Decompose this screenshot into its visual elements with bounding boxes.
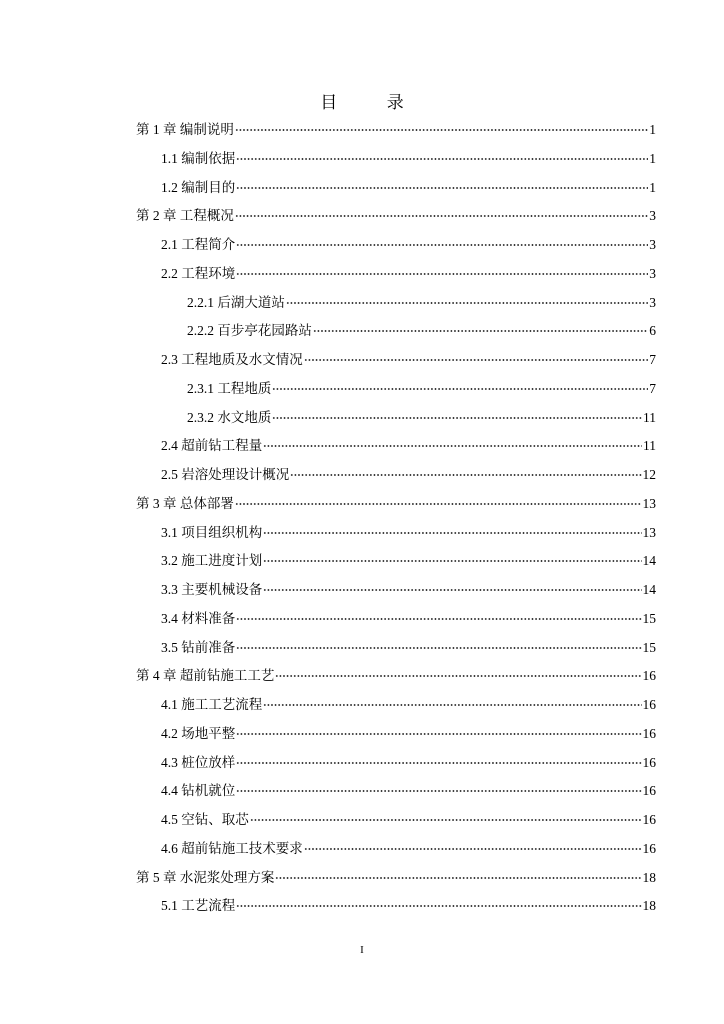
toc-entry-label: 2.3.1 工程地质 bbox=[187, 380, 272, 396]
dot-leader bbox=[236, 618, 641, 620]
toc-entry[interactable] bbox=[136, 576, 656, 605]
toc-entry-page: 1 bbox=[649, 150, 656, 166]
toc-entry[interactable] bbox=[136, 777, 656, 806]
toc-entry-page: 14 bbox=[642, 553, 656, 569]
toc-entry[interactable] bbox=[136, 145, 656, 174]
dot-leader bbox=[275, 675, 641, 677]
toc-entry-page: 3 bbox=[649, 265, 656, 281]
toc-entry-label: 第 5 章 水泥浆处理方案 bbox=[136, 869, 275, 885]
toc-entry[interactable] bbox=[136, 634, 656, 663]
toc-entry[interactable] bbox=[136, 749, 656, 778]
toc-entry-page: 12 bbox=[642, 467, 656, 482]
dot-leader bbox=[275, 877, 641, 879]
toc-entry-label: 2.2.1 后湖大道站 bbox=[187, 294, 285, 310]
toc-entry-label: 3.3 主要机械设备 bbox=[161, 582, 263, 597]
toc-entry-page: 15 bbox=[642, 610, 656, 626]
toc-title: 目 录 bbox=[320, 93, 426, 113]
toc-entry-label: 2.2.2 百步亭花园路站 bbox=[187, 323, 312, 339]
toc-entry[interactable] bbox=[136, 605, 656, 634]
toc-entry-page: 18 bbox=[642, 869, 656, 885]
toc-entry-page: 3 bbox=[649, 294, 656, 310]
toc-entry-page: 16 bbox=[642, 840, 656, 856]
toc-entry-page: 7 bbox=[649, 352, 656, 367]
toc-entry-label: 2.1 工程简介 bbox=[161, 237, 236, 252]
toc-entry-page: 16 bbox=[642, 754, 656, 770]
toc-entry[interactable] bbox=[136, 289, 656, 318]
toc-entry-page: 16 bbox=[642, 725, 656, 741]
toc-entry-label: 第 3 章 总体部署 bbox=[136, 495, 234, 511]
toc-entry-label: 1.2 编制目的 bbox=[161, 179, 236, 195]
page-number: I bbox=[360, 944, 364, 956]
toc-entry-label: 4.6 超前钻施工技术要求 bbox=[161, 840, 303, 856]
toc-entry-page: 14 bbox=[642, 582, 656, 597]
dot-leader bbox=[236, 273, 648, 275]
toc-entry[interactable] bbox=[136, 720, 656, 749]
dot-leader bbox=[272, 388, 648, 390]
toc-entry[interactable] bbox=[136, 346, 656, 375]
dot-leader bbox=[263, 704, 641, 706]
toc-entry[interactable] bbox=[136, 806, 656, 835]
toc-entry-label: 3.2 施工进度计划 bbox=[161, 553, 263, 569]
dot-leader bbox=[290, 474, 641, 476]
toc-entry[interactable] bbox=[136, 662, 656, 691]
toc-entry-label: 2.3.2 水文地质 bbox=[187, 409, 272, 425]
dot-leader bbox=[304, 359, 649, 361]
toc-entry-page: 7 bbox=[649, 380, 656, 396]
toc-entry-label: 第 4 章 超前钻施工工艺 bbox=[136, 668, 275, 684]
toc-entry-label: 4.3 桩位放样 bbox=[161, 754, 236, 770]
toc-entry-label: 3.4 材料准备 bbox=[161, 610, 236, 626]
dot-leader bbox=[304, 848, 642, 850]
toc-entry-label: 4.4 钻机就位 bbox=[161, 783, 236, 799]
dot-leader bbox=[263, 589, 641, 591]
toc-entry-label: 3.1 项目组织机构 bbox=[161, 524, 263, 540]
dot-leader bbox=[236, 762, 641, 764]
dot-leader bbox=[235, 129, 648, 131]
toc-entry-page: 13 bbox=[642, 495, 656, 511]
toc-entry-label: 4.2 场地平整 bbox=[161, 725, 236, 741]
dot-leader bbox=[313, 330, 648, 332]
toc-entry[interactable] bbox=[136, 835, 656, 864]
toc-entry-page: 16 bbox=[642, 668, 656, 684]
dot-leader bbox=[236, 647, 641, 649]
toc-entry-page: 16 bbox=[642, 697, 656, 712]
toc-list bbox=[136, 116, 656, 921]
toc-entry-label: 2.5 岩溶处理设计概况 bbox=[161, 467, 290, 482]
dot-leader bbox=[272, 417, 642, 419]
toc-entry-page: 11 bbox=[643, 438, 656, 454]
toc-entry-label: 1.1 编制依据 bbox=[161, 150, 236, 166]
dot-leader bbox=[263, 445, 642, 447]
toc-entry[interactable] bbox=[136, 432, 656, 461]
dot-leader bbox=[236, 158, 648, 160]
toc-entry-label: 第 1 章 编制说明 bbox=[136, 122, 234, 137]
toc-entry-page: 1 bbox=[649, 122, 656, 137]
toc-entry-page: 16 bbox=[642, 812, 656, 827]
toc-entry-label: 2.4 超前钻工程量 bbox=[161, 438, 263, 454]
toc-entry[interactable] bbox=[136, 490, 656, 519]
toc-entry-page: 15 bbox=[642, 639, 656, 655]
toc-entry[interactable] bbox=[136, 461, 656, 490]
toc-entry-label: 2.3 工程地质及水文情况 bbox=[161, 352, 303, 367]
toc-entry-page: 1 bbox=[649, 179, 656, 195]
dot-leader bbox=[235, 215, 648, 217]
toc-entry[interactable] bbox=[136, 116, 656, 145]
toc-entry[interactable] bbox=[136, 375, 656, 404]
toc-entry[interactable] bbox=[136, 691, 656, 720]
dot-leader bbox=[236, 790, 641, 792]
toc-entry[interactable] bbox=[136, 231, 656, 260]
toc-entry-label: 第 2 章 工程概况 bbox=[136, 208, 234, 224]
dot-leader bbox=[236, 733, 641, 735]
toc-entry-page: 18 bbox=[642, 898, 656, 914]
toc-entry-label: 3.5 钻前准备 bbox=[161, 639, 236, 655]
toc-entry-page: 6 bbox=[649, 323, 656, 339]
dot-leader bbox=[286, 302, 648, 304]
toc-entry-page: 16 bbox=[642, 783, 656, 799]
toc-entry[interactable] bbox=[136, 519, 656, 548]
toc-entry-label: 4.1 施工工艺流程 bbox=[161, 697, 263, 712]
dot-leader bbox=[263, 560, 641, 562]
dot-leader bbox=[250, 819, 642, 821]
toc-entry-label: 5.1 工艺流程 bbox=[161, 898, 236, 914]
toc-entry-label: 2.2 工程环境 bbox=[161, 265, 236, 281]
dot-leader bbox=[236, 187, 648, 189]
dot-leader bbox=[263, 532, 641, 534]
toc-entry-page: 11 bbox=[643, 409, 656, 425]
toc-entry[interactable] bbox=[136, 404, 656, 433]
toc-entry[interactable] bbox=[136, 174, 656, 203]
toc-entry-label: 4.5 空钻、取芯 bbox=[161, 812, 249, 827]
dot-leader bbox=[235, 503, 642, 505]
toc-entry-page: 3 bbox=[649, 208, 656, 224]
toc-entry[interactable] bbox=[136, 260, 656, 289]
dot-leader bbox=[236, 244, 648, 246]
toc-entry[interactable] bbox=[136, 864, 656, 893]
toc-entry-page: 13 bbox=[642, 524, 656, 540]
dot-leader bbox=[236, 905, 641, 907]
toc-entry[interactable] bbox=[136, 892, 656, 921]
toc-entry[interactable] bbox=[136, 547, 656, 576]
toc-entry[interactable] bbox=[136, 202, 656, 231]
toc-entry[interactable] bbox=[136, 317, 656, 346]
toc-entry-page: 3 bbox=[649, 237, 656, 252]
